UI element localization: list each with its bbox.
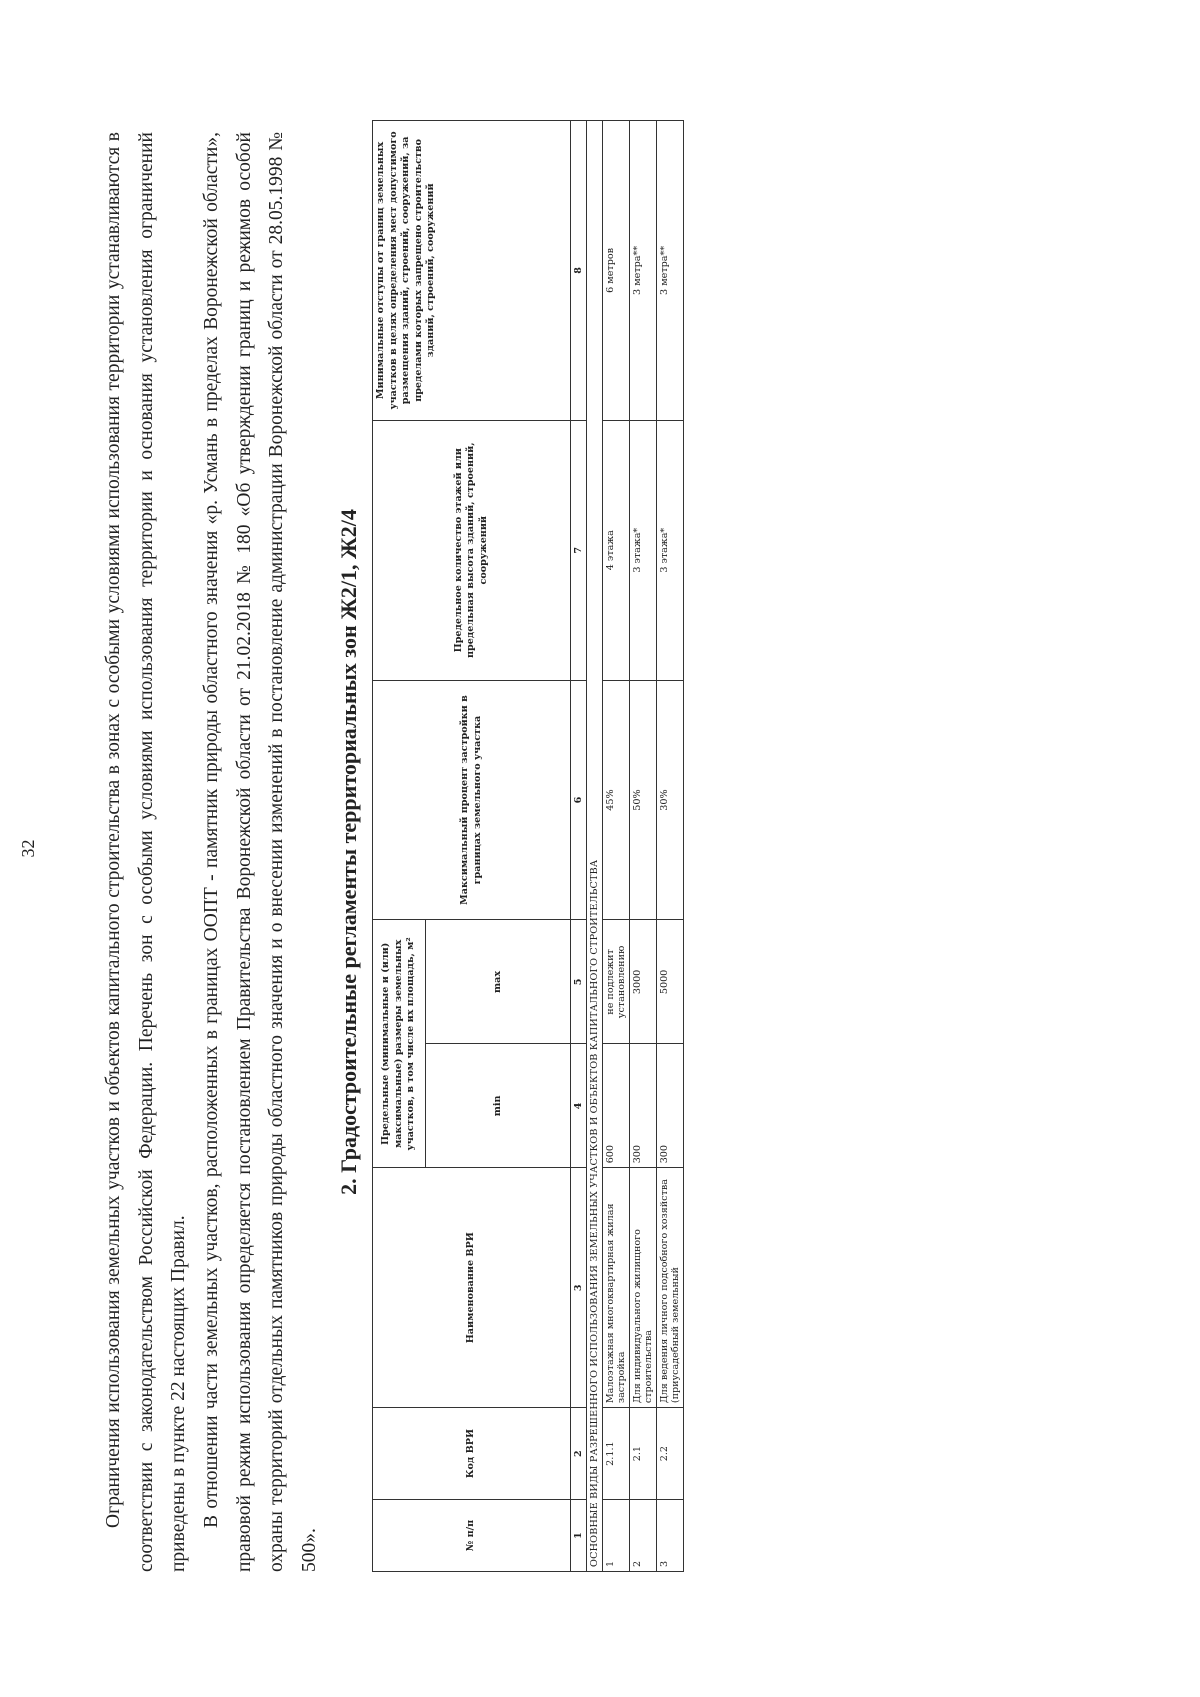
paragraph-1-block	[98, 132, 196, 1572]
table-row	[657, 121, 684, 1572]
header-num: № п/п	[373, 1500, 571, 1572]
table-row	[603, 121, 630, 1572]
row-num: 2	[630, 1500, 657, 1572]
column-number: 3	[571, 1168, 587, 1408]
row-setbacks: 3 метра**	[657, 121, 684, 421]
row-max: не подлежит установлению	[603, 920, 630, 1044]
row-code: 2.1.1	[603, 1408, 630, 1500]
header-min: min	[426, 1044, 571, 1168]
row-pct: 45%	[603, 680, 630, 920]
row-floors: 3 этажа*	[657, 420, 684, 680]
row-setbacks: 3 метра**	[630, 121, 657, 421]
header-code: Код ВРИ	[373, 1408, 571, 1500]
section-row	[587, 121, 603, 1572]
column-number: 7	[571, 420, 587, 680]
row-min: 300	[630, 1044, 657, 1168]
row-num: 1	[603, 1500, 630, 1572]
column-number: 8	[571, 121, 587, 421]
row-max: 3000	[630, 920, 657, 1044]
row-name: Малоэтажная многоквартирная жилая застройка	[603, 1168, 630, 1408]
header-floors: Предельное количество этажей или предельная высота зданий, строений, сооружений	[373, 420, 571, 680]
row-num: 3	[657, 1500, 684, 1572]
row-min: 300	[657, 1044, 684, 1168]
row-floors: 3 этажа*	[630, 420, 657, 680]
column-number: 4	[571, 1044, 587, 1168]
section-title: ОСНОВНЫЕ ВИДЫ РАЗРЕШЕННОГО ИСПОЛЬЗОВАНИЯ ЗЕМЕЛЬНЫХ УЧАСТКОВ И ОБЪЕКТОВ КАПИТАЛЬНОГО СТРОИТЕЛЬСТВА	[587, 121, 603, 1572]
section-heading: 2. Градостроительные регламенты территориальных зон Ж2/1, Ж2/4	[336, 509, 361, 1195]
row-floors: 4 этажа	[603, 420, 630, 680]
column-number: 1	[571, 1500, 587, 1572]
row-min: 600	[603, 1044, 630, 1168]
row-code: 2.2	[657, 1408, 684, 1500]
column-number: 6	[571, 680, 587, 920]
row-code: 2.1	[630, 1408, 657, 1500]
row-setbacks: 6 метров	[603, 121, 630, 421]
header-pct: Максимальный процент застройки в границах земельного участка	[373, 680, 571, 920]
row-pct: 30%	[657, 680, 684, 920]
row-name: Для индивидуального жилищного строительства	[630, 1168, 657, 1408]
header-size-group: Предельные (минимальные и (или) максимальные) размеры земельных участков, в том числе их площадь, м²	[373, 920, 426, 1168]
header-setbacks: Минимальные отступы от границ земельных участков в целях определения мест допустимого размещения зданий, строений, сооружений, за пределами которых запрещено строительство зданий, строений, сооружений	[373, 121, 571, 421]
paragraph-2-block	[196, 132, 326, 1572]
page-number: 32	[18, 839, 38, 858]
header-row-1	[373, 121, 426, 1572]
table-row	[630, 121, 657, 1572]
column-number: 2	[571, 1408, 587, 1500]
row-max: 5000	[657, 920, 684, 1044]
paragraph-2: В отношении части земельных участков, расположенных в границах ООПТ - памятник природы областного значения «р. Усмань в пределах Воронежской области», правовой режим использования определяется постановлением Правительства Воронежской области от 21.02.2018 № 180 «Об утверждении границ и режимов особой охраны территорий отдельных памятников природы областного значения и о внесении изменений в постановление администрации Воронежской области от 28.05.1998 № 500».	[201, 132, 320, 1572]
paragraph-1: Ограничения использования земельных участков и объектов капитального строительства в зонах с особыми условиями использования территории устанавливаются в соответствии с законодательством Российской Федерации. Перечень зон с особыми условиями использования территории и основания установления ограничений приведены в пункте 22 настоящих Правил.	[103, 132, 189, 1572]
row-name: Для ведения личного подсобного хозяйства (приусадебный земельный	[657, 1168, 684, 1408]
row-pct: 50%	[630, 680, 657, 920]
column-number: 5	[571, 920, 587, 1044]
header-max: max	[426, 920, 571, 1044]
header-name: Наименование ВРИ	[373, 1168, 571, 1408]
column-number-row	[571, 121, 587, 1572]
regulations-table	[372, 120, 684, 1572]
